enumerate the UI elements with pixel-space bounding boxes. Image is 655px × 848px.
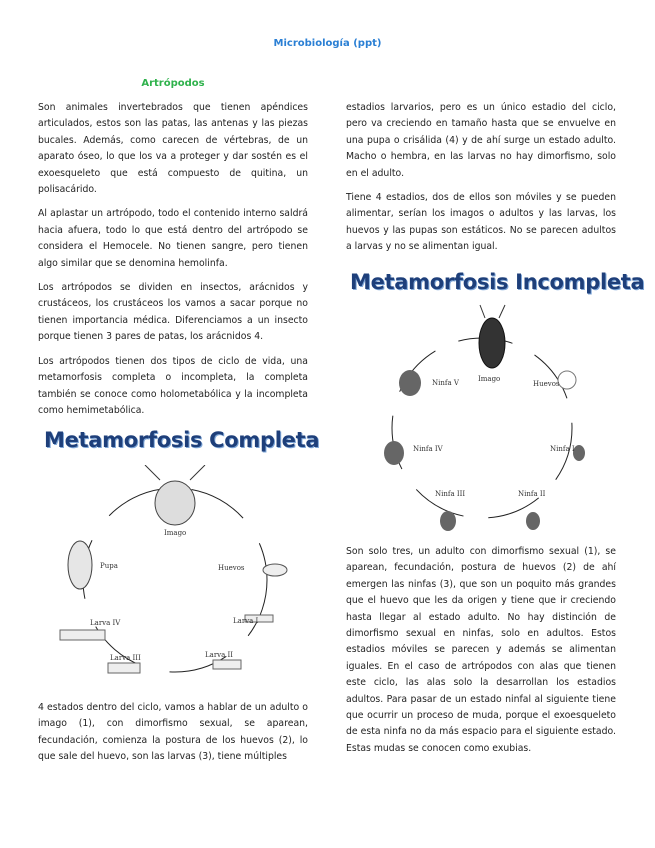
label-huevos: Huevos [218,564,245,572]
paragraph: Los artrópodos se dividen en insectos, arácnidos y crustáceos, los crustáceos los vamos a sacar porque no tienen importancia médica. Diferenciamos a un insecto porque tienen 3 pares de patas, los arácnidos 4. [38,282,308,343]
paragraph: Tiene 4 estadios, dos de ellos son móviles y se pueden alimentar, serían los imagos o adultos y las larvas, los huevos y las pupas son estáticos. No se parecen adultos a larvas y no se alimentan igual. [346,192,616,253]
ninfa-iii-illustration [440,511,456,531]
label-larva-iii: Larva III [110,654,141,662]
eggs-illustration [263,564,287,576]
left-bottom-text [38,700,308,774]
label-larva-iv: Larva IV [90,619,121,627]
label-imago: Imago [164,529,187,537]
right-bottom-text [346,544,616,765]
paragraph: Al aplastar un artrópodo, todo el contenido interno saldrá hacia afuera, todo lo que está dentro del artrópodo se considera el Hemocele. No tienen sangre, pero tienen algo similar que se denomina hemolinfa. [38,208,308,269]
label-ninfa-i: Ninfa I [550,445,575,453]
right-column [346,100,616,264]
eggs-illustration [558,371,576,389]
larva-iii-illustration [108,663,140,673]
ninfa-i-illustration [573,445,585,461]
larva-ii-illustration [213,660,241,669]
label-ninfa-iv: Ninfa IV [413,445,443,453]
ninfa-v-illustration [399,370,421,396]
larva-iv-illustration [60,630,105,640]
imago-illustration [145,465,205,525]
complete-metamorphosis-diagram [50,465,300,690]
pupa-illustration [68,541,92,589]
imago-illustration [479,305,505,368]
paragraph: Son animales invertebrados que tienen apéndices articulados, estos son las patas, las antenas y las piezas bucales. Además, como carecen de vértebras, de un aparato óseo, lo que los va a proteger y dar sostén es el exoesqueleto que está compuesto de quitina, un polisacárido. [38,102,308,196]
paragraph: 4 estados dentro del ciclo, vamos a hablar de un adulto o imago (1), con dimorfismo sexual, se aparean, fecundación, comienza la postura de los huevos (2), lo que sale del huevo, son las larvas (3), tiene múltiples [38,702,308,763]
label-larva-ii: Larva II [205,651,234,659]
label-ninfa-v: Ninfa V [432,379,459,387]
heading-metamorfosis-incompleta: Metamorfosis Incompleta [350,270,645,294]
section-title: Artrópodos [141,78,205,89]
label-ninfa-ii: Ninfa II [518,490,546,498]
label-larva-i: Larva I [233,617,259,625]
page-header: Microbiología (ppt) [273,38,382,49]
label-pupa: Pupa [100,562,118,570]
incomplete-metamorphosis-diagram [375,303,590,533]
left-column [38,100,308,427]
label-ninfa-iii: Ninfa III [435,490,466,498]
label-huevos: Huevos [533,380,560,388]
heading-metamorfosis-completa: Metamorfosis Completa [44,428,320,452]
paragraph: estadios larvarios, pero es un único estadio del ciclo, pero va creciendo en tamaño hasta que se envuelve en una pupa o crisálida (4) y de ahí surge un estado adulto. Macho o hembra, en las larvas no hay dimorfismo, solo en el adulto. [346,102,616,179]
paragraph: Son solo tres, un adulto con dimorfismo sexual (1), se aparean, fecundación, postura de huevos (2) de ahí emergen las ninfas (3), que son un poquito más grandes que el huevo que les da origen y tiene que ir creciendo hasta llegar al estado adulto. No hay distinción de dimorfismo sexual en ninfas, solo en adultos. Estos estadios móviles se parecen y además se alimentan iguales. En el caso de artrópodos con alas que tienen este ciclo, las alas solo la desarrollan los estadios adultos. Para pasar de un estado ninfal al siguiente tiene que ocurrir un proceso de muda, porque el exoesqueleto de esta ninfa no da más espacio para el siguiente estado. Estas mudas se conocen como exubias. [346,546,616,754]
label-imago: Imago [478,375,501,383]
ninfa-ii-illustration [526,512,540,530]
ninfa-iv-illustration [384,441,404,465]
paragraph: Los artrópodos tienen dos tipos de ciclo de vida, una metamorfosis completa o incompleta, la completa también se conoce como holometabólica y la incompleta como hemimetabólica. [38,355,308,416]
